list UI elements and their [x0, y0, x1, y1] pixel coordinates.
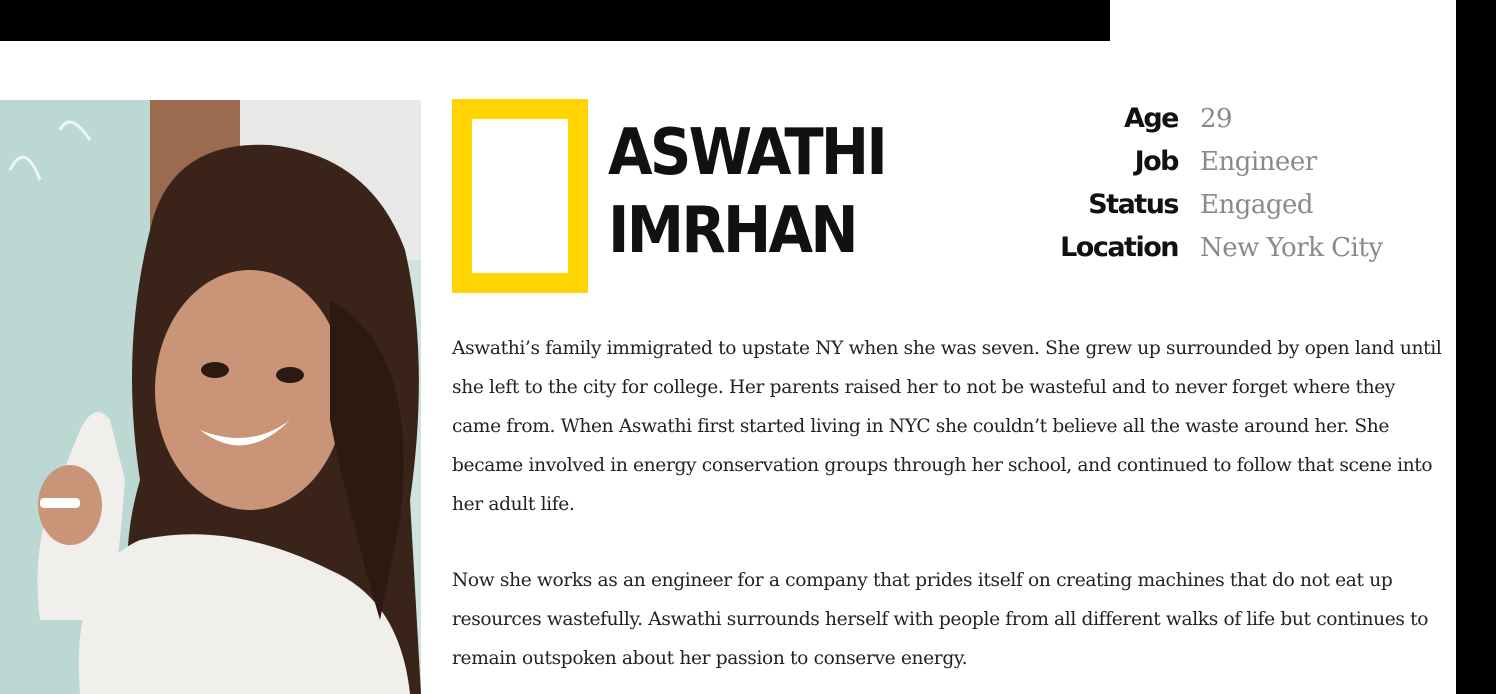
detail-label: Age: [1123, 103, 1178, 134]
top-black-bar: [0, 0, 1110, 41]
detail-value: 29: [1200, 104, 1233, 134]
yellow-frame-logo: [452, 99, 588, 293]
persona-name: [608, 114, 885, 270]
detail-row-location: [1000, 232, 1456, 275]
detail-label: Job: [1134, 146, 1178, 177]
bio-paragraph-2: Now she works as an engineer for a company that prides itself on creating machines that do not eat up resources wastefully. Aswathi surrounds herself with people from all different walks of life but continues to remain outspoken about her passion to conserve energy.: [452, 570, 1429, 669]
persona-details: [1000, 103, 1456, 275]
bio-paragraph-1: Aswathi’s family immigrated to upstate NY when she was seven. She grew up surrounded by open land until she left to the city for college. Her parents raised her to not be wasteful and to never forget where they came from. When Aswathi first started living in NYC she couldn’t believe all the waste around her. She became involved in energy conservation groups through her school, and continued to follow that scene into her adult life.: [452, 338, 1442, 515]
detail-value: Engaged: [1200, 190, 1314, 220]
persona-bio: [452, 329, 1442, 678]
first-name: ASWATHI: [608, 116, 886, 190]
detail-value: Engineer: [1200, 147, 1317, 177]
detail-row-status: [1000, 189, 1456, 232]
detail-row-job: [1000, 146, 1456, 189]
right-black-bar: [1456, 0, 1496, 694]
detail-label: Status: [1088, 189, 1178, 220]
persona-photo: [0, 100, 421, 694]
detail-value: New York City: [1200, 233, 1383, 263]
last-name: IMRHAN: [608, 194, 856, 268]
detail-row-age: [1000, 103, 1456, 146]
detail-label: Location: [1060, 232, 1178, 263]
